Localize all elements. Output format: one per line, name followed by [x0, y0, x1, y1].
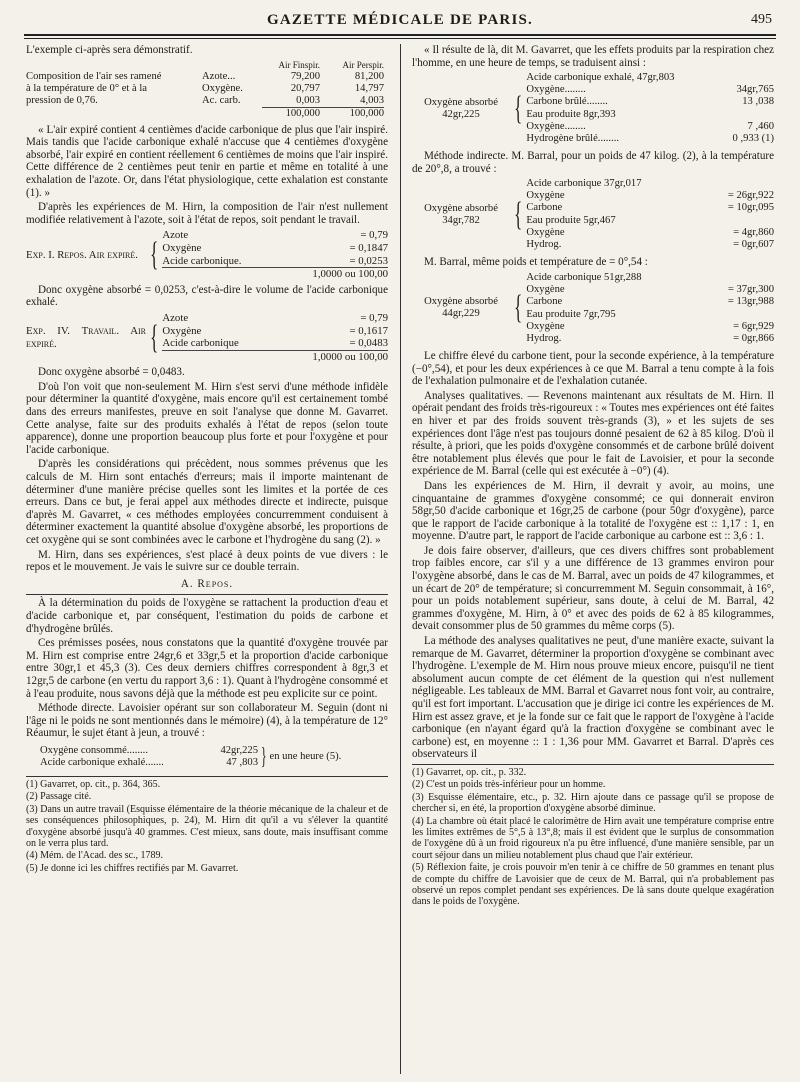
element-value: = 26gr,922	[727, 190, 774, 202]
footnote: (3) Dans un autre travail (Esquisse élémentaire de la théorie mécanique de la chaleur et de ses conséquences philosophiques, p. 24), M. Hirn dit qu'il a vu s'élever la quantité d'oxygène absorbé jusqu'à 40 grammes. C'est mieux, sans doute, mais insuffisant comme on le verra plus tard.	[26, 803, 388, 849]
footnote: (5) Je donne ici les chiffres rectifiés par M. Gavarret.	[26, 862, 239, 874]
row-label: Composition de l'air ses ramené	[26, 70, 162, 82]
footnote: (5) Réflexion faite, je crois pouvoir m'en tenir à ce chiffre de 50 grammes en tenant plus de compte du chiffre de Lavoisier que de ceux de M. Barral, qui n'a probablement pas observé un repos complet pendant ses expériences. De là sans doute quelque exagération dans le poids de l'oxygène.	[412, 862, 774, 908]
element-name: Hydrog.	[526, 239, 562, 251]
gas-value: = 0,79	[360, 229, 388, 242]
group-label: Eau produite 8gr,393	[526, 109, 616, 121]
table-header-row	[26, 59, 388, 71]
group	[526, 215, 774, 251]
header-rule	[24, 34, 776, 36]
paragraph: D'après les considérations qui précèdent, nous sommes prévenus que les calculs de M. Hirn sont entachés d'erreurs; mais il importe maintenant de déterminer d'une manière précise quelles sont les limites et la portée de ces erreurs. Dans ce but, je ferai appel aux méthodes directe et indirecte, puisque d'après M. Gavarret, « ces méthodes employées concurremment conduisent à déterminer exactement la quantité absolue d'oxygène absorbé, les proportions de cet oxygène qui se sont combinées avec le carbone et l'hydrogène du sang (2). »	[26, 458, 388, 546]
group	[526, 109, 774, 145]
element-name: Oxygène	[526, 320, 565, 332]
paragraph: À la détermination du poids de l'oxygène se rattachent la production d'eau et d'acide carbonique et, par conséquent, l'estimation du poids de carbone et d'hydrogène brûlés.	[26, 597, 388, 635]
paragraph: La méthode des analyses qualitatives ne peut, d'une manière exacte, suivant la remarque de M. Gavarret, déterminer la proportion d'oxygène se combinant avec l'hydrogène. L'exemple de M. Hirn nous prouve mieux encore, puisqu'il ne tient absolument aucun compte de cet élément de la question qui n'est nullement négligeable. Les tableaux de MM. Barral et Gavarret nous font voir, au contraire, qu'il est fort important. L'accusation que je dirige ici contre les expériences de M. Hirn est assez grave, et je la fonde sur ce fait que le rapport de l'oxygène à l'acide carbonique (en n'ayant égard qu'à la fraction d'oxygène se combinant avec le carbone) est, en moyenne :: 1 : 1,36 pour MM. Gavarret et Barral. D'après ces observateurs il	[412, 635, 774, 761]
experiment-4-block	[26, 312, 388, 363]
element-name: Carbone	[526, 295, 563, 307]
group	[526, 72, 774, 108]
paragraph: Dans les expériences de M. Hirn, il devrait y avoir, au moins, une cinquantaine de grammes d'oxygène consommé; ce qui donnerait environ 58gr,50 d'acide carbonique et 16gr,25 de carbone (pour 50gr d'oxygène), parce que le rapport de l'acide carbonique à la totalité de l'oxygène est :: 1,17 : 1, en moyenne. D'autre part, le rapport de l'acide carbonique au carbone est :: 3,6 : 1.	[412, 479, 774, 543]
element-name: Oxygène........	[526, 121, 586, 133]
paragraph: Donc oxygène absorbé = 0,0253, c'est-à-dire le volume de l'acide carbonique exhalé.	[26, 283, 388, 309]
brace-icon: }	[260, 743, 267, 770]
gas-name: Ac. carb.	[202, 94, 241, 106]
gas-value: = 0,0253	[349, 254, 388, 267]
element-value: = 10gr,095	[727, 202, 774, 214]
air-composition-table	[26, 59, 388, 120]
paragraph: « L'air expiré contient 4 centièmes d'acide carbonique de plus que l'air inspiré. Mais tandis que l'acide carbonique exhalé n'accuse que 4 centièmes d'oxygène absorbé, l'air expiré en contient réellement 6 centièmes de moins que l'air inspiré. Cette différence de 2 centièmes peut tenir en partie et même en totalité à une exhalation de l'azote. Or, dans l'état physiologique, cette exhalation est constante (1). »	[26, 123, 388, 199]
block-label: Oxygène absorbé 34gr,782	[424, 202, 498, 226]
col-header-inspired: Air Finspir.	[278, 59, 320, 70]
total-value: 1,0000 ou 100,00	[312, 268, 388, 281]
paragraph: Je dois faire observer, d'ailleurs, que ces divers chiffres sont probablement trop faibles encore, car s'il y a une différence de 13 grammes environ pour l'oxygène absorbé, dans le cas de M. Barral, avec un poids de 47 kilogrammes, et un écart de 20° de température; si concurremment M. Seguin consommait, à 16°, pour un poids notablement supérieur, sans doute, à celui de M. Barral, 42 grammes d'oxygène, M. Hirn, à 0° et avec des poids de 62 à 85 kilogrammes, devait consommer plus de 50 grammes du même corps (5).	[412, 544, 774, 633]
element-value: = 13gr,988	[727, 295, 774, 307]
value-cell: 47 ,803	[226, 756, 258, 768]
footnote-rule	[26, 776, 388, 777]
column-divider	[400, 44, 401, 1074]
total-cell: 100,000	[285, 107, 320, 119]
element-name: Carbone	[526, 202, 563, 214]
value-cell: 14,797	[354, 82, 384, 94]
paragraph: « Il résulte de là, dit M. Gavarret, que les effets produits par la respiration chez l'homme, en une heure de temps, se traduisent ainsi :	[412, 44, 774, 69]
section-rule	[26, 594, 388, 595]
gas-name: Oxygène	[162, 324, 202, 337]
footnote: (2) Passage cité.	[26, 791, 92, 803]
barral-table-2	[412, 271, 774, 346]
value-cell: 20,797	[290, 82, 320, 94]
value-cell: 4,003	[360, 94, 384, 106]
gas-name: Azote	[162, 229, 189, 242]
value-cell: 79,200	[290, 70, 320, 82]
element-name: Oxygène........	[526, 84, 586, 96]
header-rule-thin	[24, 38, 776, 39]
value-cell: 81,200	[354, 70, 384, 82]
footnotes-right	[412, 767, 774, 908]
footnote: (2) C'est un poids très-inférieur pour un homme.	[412, 779, 606, 791]
right-column	[412, 44, 774, 1074]
element-value: = 37gr,300	[727, 283, 774, 295]
element-value: = 6gr,929	[733, 320, 774, 332]
gas-name: Azote...	[202, 70, 236, 82]
total-cell: 100,000	[349, 107, 384, 119]
element-value: 34gr,765	[736, 84, 774, 96]
page-header	[24, 12, 776, 34]
time-note: en une heure (5).	[269, 750, 342, 762]
block-label: Oxygène absorbé 42gr,225	[424, 96, 498, 120]
group-label: Eau produite 7gr,795	[526, 308, 616, 320]
element-name: Carbone brûlé........	[526, 96, 608, 108]
paragraph: Analyses qualitatives. — Revenons maintenant aux résultats de M. Hirn. Il opérait pendant des froids très-rigoureux : « Toutes mes expériences ont été faites en hiver et par des froids souvent très-grands (3), » et les sujets de ses expériences dont l'âge n'est pas toujours donné pesaient de 62 à 85 kilog. D'où il résulte, à priori, que les poids d'oxygène consommés et de carbone brûlé doivent être notablement plus élevés que pour le fait de Lavoisier, et pour la seconde expérience de M. Barral (celle qui est exécutée à −0°) (4).	[412, 389, 774, 478]
paragraph: Donc oxygène absorbé = 0,0483.	[38, 366, 185, 379]
table-row	[26, 71, 388, 83]
experiment-1-block	[26, 229, 388, 280]
gas-name: Oxygène.	[202, 82, 243, 94]
paragraph: Méthode indirecte. M. Barral, pour un poids de 47 kilog. (2), à la température de 20°,8, a trouvé :	[412, 150, 774, 175]
lavoisier-table	[26, 742, 388, 772]
brace-icon: {	[514, 89, 523, 127]
element-value: 7 ,460	[747, 121, 774, 133]
footnote: (3) Esquisse élémentaire, etc., p. 32. Hirn ajoute dans ce passage qu'il se propose de chercher si, en été, la proportion d'oxygène absorbé diminue.	[412, 791, 774, 815]
gas-name: Oxygène	[162, 241, 202, 254]
experiment-label: Exp. I. Repos. Air expiré.	[26, 248, 138, 261]
group	[526, 178, 774, 214]
value-cell: 0,003	[296, 94, 320, 106]
footnote: (1) Gavarret, op. cit., p. 364, 365.	[26, 778, 161, 790]
footnote: (4) Mém. de l'Acad. des sc., 1789.	[26, 850, 164, 862]
paragraph: M. Hirn, dans ses expériences, s'est placé à deux points de vue divers : le repos et le mouvement. Je vais le suivre sur ce double terrain.	[26, 548, 388, 574]
paragraph: Le chiffre élevé du carbone tient, pour la seconde expérience, à la température (−0°,54), et pour les deux expériences à ce que M. Barral a tenu compte à la fois de l'exhalation pulmonaire et de l'exhalation cutanée.	[412, 349, 774, 388]
element-value: = 0gr,607	[733, 239, 774, 251]
row-label: à la température de 0° et à la	[26, 82, 147, 94]
element-name: Oxygène	[526, 190, 565, 202]
element-value: = 4gr,860	[733, 227, 774, 239]
footnotes-left	[26, 779, 388, 874]
col-header-expired: Air Perspir.	[342, 59, 384, 70]
element-value: 13 ,038	[742, 96, 774, 108]
row-label: Oxygène consommé........	[40, 744, 148, 756]
brace-icon: {	[514, 289, 523, 327]
intro-text: L'exemple ci-après sera démonstratif.	[26, 44, 193, 56]
section-heading: A. Repos.	[180, 577, 234, 590]
table-total-row	[262, 107, 384, 120]
paragraph: Ces prémisses posées, nous constatons que la quantité d'oxygène trouvée par M. Hirn est comprise entre 24gr,6 et 33gr,5 et la proportion d'acide carbonique entre 30gr,1 et 45,3 (3). Ces deux derniers chiffres correspondent à 8gr,3 et 12gr,5 de carbone (en vertu du rapport 3,6 : 1). Quant à l'hydrogène consommé et à l'eau produite, nous savons déjà que la méthode est peu explicite sur ce point.	[26, 637, 388, 700]
total-value: 1,0000 ou 100,00	[312, 350, 388, 363]
gas-value: = 0,0483	[349, 337, 388, 350]
element-value: 0 ,933 (1)	[732, 133, 774, 145]
brace-icon: {	[150, 318, 159, 356]
paragraph: D'où l'on voit que non-seulement M. Hirn s'est servi d'une méthode infidèle pour déterminer la quantité d'oxygène, mais encore qu'il est certainement tombé dans des erreurs manifestes, preuve en soit l'analyse que donne M. Gavarret. Cette analyse, faite sur des produits exhalés à l'état de repos (selon toute apparence), donne une proportion beaucoup plus forte et pour l'oxygène et pour l'acide carbonique.	[26, 380, 388, 456]
row-label: Acide carbonique exhalé.......	[40, 756, 164, 768]
group	[526, 272, 774, 308]
gas-value: = 0,1847	[349, 241, 388, 254]
block-label: Oxygène absorbé 44gr,229	[424, 296, 498, 320]
gas-value: = 0,1617	[349, 324, 388, 337]
page-number: 495	[751, 12, 772, 27]
footnote-rule	[412, 764, 774, 765]
brace-icon: {	[514, 195, 523, 233]
paragraph: M. Barral, même poids et température de = 0°,54 :	[424, 256, 648, 269]
brace-icon: {	[150, 236, 159, 274]
footnote: (4) La chambre où était placé le calorimètre de Hirn avait une température comprise entre les limites extrêmes de 5°,5 à 13°,8; mais il est évident que le surplus de consommation de l'oxygène dû à un froid rigoureux n'a pu être influencé, d'une manière sensible, par un court séjour dans un milieu notablement plus chaud que l'air extérieur.	[412, 815, 774, 861]
element-name: Oxygène	[526, 227, 565, 239]
element-name: Hydrogène brûlé........	[526, 133, 619, 145]
gavarret-table	[412, 71, 774, 146]
left-column	[26, 44, 388, 1074]
value-cell: 42gr,225	[220, 744, 258, 756]
paragraph: D'après les expériences de M. Hirn, la composition de l'air n'est nullement modifiée relativement à l'azote, soit à l'état de repos, soit pendant le travail.	[26, 201, 388, 226]
element-name: Hydrog.	[526, 332, 562, 344]
experiment-label: Exp. IV. Travail. Air expiré.	[26, 325, 146, 350]
gas-name: Acide carbonique	[162, 337, 239, 350]
group-label: Eau produite 5gr,467	[526, 215, 616, 227]
element-value: = 0gr,866	[733, 332, 774, 344]
group-label: Acide carbonique 51gr,288	[526, 271, 642, 283]
table-row	[26, 83, 388, 95]
gas-name: Azote	[162, 311, 189, 324]
journal-title: GAZETTE MÉDICALE DE PARIS.	[267, 12, 533, 28]
table-row	[26, 95, 388, 107]
gas-value: = 0,79	[360, 311, 388, 324]
group	[526, 309, 774, 345]
paragraph: Méthode directe. Lavoisier opérant sur son collaborateur M. Seguin (dont ni l'âge ni le poids ne sont mentionnés dans le mémoire) (4), à la température de 12° Réaumur, le sujet étant à jeun, a trouvé :	[26, 702, 388, 740]
barral-table-1	[412, 177, 774, 252]
gas-name: Acide carbonique.	[162, 254, 242, 267]
row-label: pression de 0,76.	[26, 94, 98, 106]
group-label: Acide carbonique 37gr,017	[526, 178, 642, 190]
group-label: Acide carbonique exhalé, 47gr,803	[526, 72, 675, 84]
element-name: Oxygène	[526, 283, 565, 295]
footnote: (1) Gavarret, op. cit., p. 332.	[412, 766, 527, 778]
